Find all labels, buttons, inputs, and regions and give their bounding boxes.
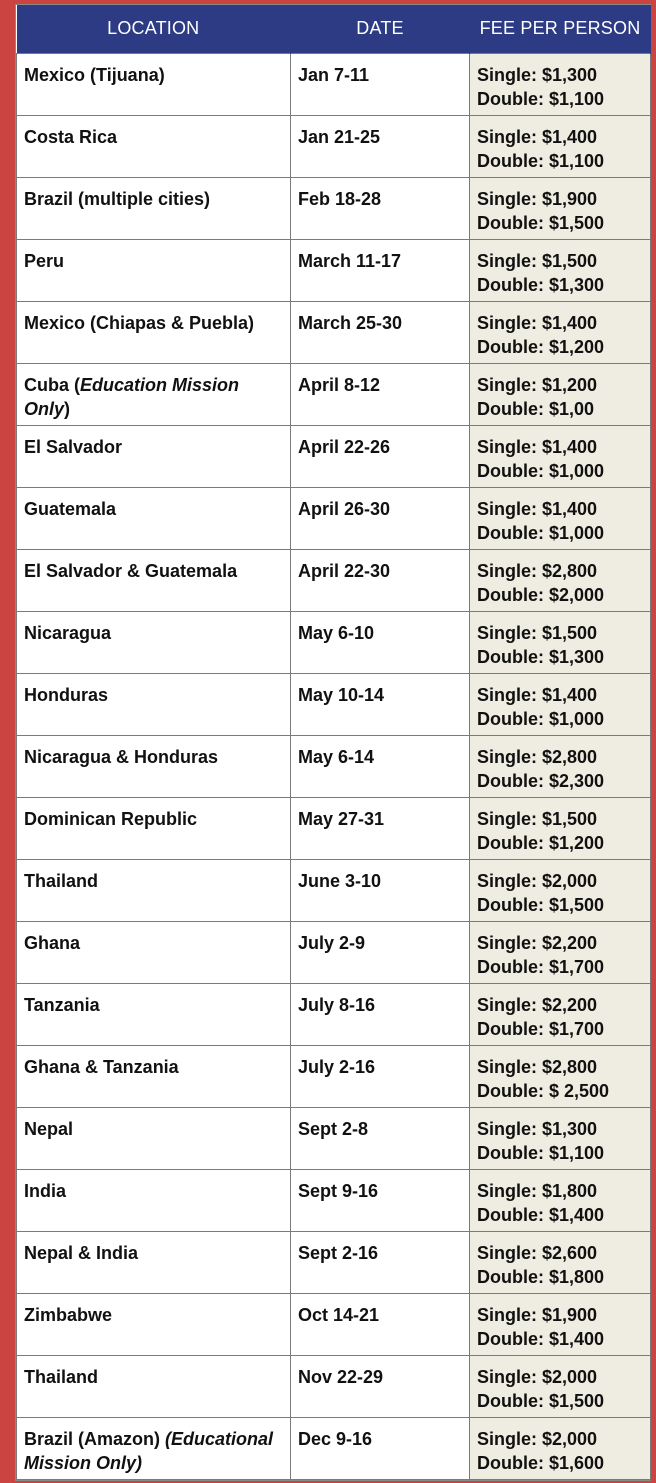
location-name: Mexico (Tijuana) <box>24 64 165 85</box>
fee-cell <box>470 301 651 363</box>
fee-cell <box>470 611 651 673</box>
double-fee: Double: $2,300 <box>477 770 605 791</box>
table-row <box>17 1107 651 1169</box>
location-suffix: ) <box>64 398 71 419</box>
single-fee: Single: $1,900 <box>477 188 598 209</box>
table-row <box>17 983 651 1045</box>
double-fee: Double: $1,700 <box>477 956 605 977</box>
table-row <box>17 487 651 549</box>
table-row <box>17 363 651 425</box>
location-name: Guatemala <box>24 498 117 519</box>
single-fee: Single: $2,000 <box>477 870 598 891</box>
single-fee: Single: $2,800 <box>477 746 598 767</box>
location-name: Brazil (multiple cities) <box>24 188 211 209</box>
date-cell: March 25-30 <box>291 301 470 363</box>
fee-cell <box>470 363 651 425</box>
location-name: Costa Rica <box>24 126 118 147</box>
fee-cell <box>470 1107 651 1169</box>
table-row <box>17 425 651 487</box>
date-cell: Feb 18-28 <box>291 177 470 239</box>
date-cell: May 10-14 <box>291 673 470 735</box>
location-name: Nepal <box>24 1118 74 1139</box>
date-cell: Jan 7-11 <box>291 53 470 115</box>
table-row <box>17 921 651 983</box>
location-cell <box>17 611 291 673</box>
location-name: El Salvador & Guatemala <box>24 560 238 581</box>
location-name: India <box>24 1180 67 1201</box>
date-cell: Sept 2-16 <box>291 1231 470 1293</box>
date-cell: Oct 14-21 <box>291 1293 470 1355</box>
location-cell <box>17 53 291 115</box>
fee-cell <box>470 1355 651 1417</box>
date-cell: July 2-16 <box>291 1045 470 1107</box>
single-fee: Single: $1,300 <box>477 1118 598 1139</box>
double-fee: Double: $1,000 <box>477 460 605 481</box>
single-fee: Single: $1,400 <box>477 684 598 705</box>
location-name: Ghana <box>24 932 81 953</box>
location-cell <box>17 301 291 363</box>
date-cell: April 22-26 <box>291 425 470 487</box>
single-fee: Single: $1,500 <box>477 808 598 829</box>
double-fee: Double: $1,000 <box>477 708 605 729</box>
location-name: El Salvador <box>24 436 123 457</box>
single-fee: Single: $2,000 <box>477 1428 598 1449</box>
date-cell: Sept 9-16 <box>291 1169 470 1231</box>
date-cell: May 27-31 <box>291 797 470 859</box>
single-fee: Single: $1,500 <box>477 250 598 271</box>
location-cell <box>17 1293 291 1355</box>
fee-cell <box>470 425 651 487</box>
date-cell: May 6-10 <box>291 611 470 673</box>
location-cell <box>17 239 291 301</box>
location-cell <box>17 859 291 921</box>
double-fee: Double: $1,400 <box>477 1204 605 1225</box>
date-column-header: DATE <box>291 5 470 53</box>
location-name: Thailand <box>24 1366 99 1387</box>
location-cell <box>17 673 291 735</box>
fee-cell <box>470 1045 651 1107</box>
fee-cell <box>470 1231 651 1293</box>
location-note: (Educational Mission Only) <box>24 1428 274 1473</box>
fee-cell <box>470 549 651 611</box>
date-cell: March 11-17 <box>291 239 470 301</box>
fee-cell <box>470 859 651 921</box>
fee-cell <box>470 53 651 115</box>
single-fee: Single: $1,900 <box>477 1304 598 1325</box>
location-cell <box>17 797 291 859</box>
location-cell <box>17 549 291 611</box>
table-body <box>17 53 651 1479</box>
location-name: Ghana & Tanzania <box>24 1056 179 1077</box>
location-name: Nicaragua <box>24 622 112 643</box>
double-fee: Double: $1,500 <box>477 212 605 233</box>
single-fee: Single: $1,400 <box>477 498 598 519</box>
table-row <box>17 115 651 177</box>
single-fee: Single: $2,800 <box>477 560 598 581</box>
location-name: Tanzania <box>24 994 100 1015</box>
fee-cell <box>470 673 651 735</box>
date-cell: Jan 21-25 <box>291 115 470 177</box>
table-row <box>17 735 651 797</box>
date-cell: May 6-14 <box>291 735 470 797</box>
double-fee: Double: $1,700 <box>477 1018 605 1039</box>
table-row <box>17 549 651 611</box>
fee-cell <box>470 115 651 177</box>
fee-cell <box>470 239 651 301</box>
double-fee: Double: $1,400 <box>477 1328 605 1349</box>
date-cell: Dec 9-16 <box>291 1417 470 1479</box>
single-fee: Single: $1,300 <box>477 64 598 85</box>
single-fee: Single: $2,600 <box>477 1242 598 1263</box>
location-cell <box>17 921 291 983</box>
date-cell: July 2-9 <box>291 921 470 983</box>
double-fee: Double: $1,100 <box>477 88 605 109</box>
single-fee: Single: $1,200 <box>477 374 598 395</box>
fee-cell <box>470 735 651 797</box>
single-fee: Single: $1,400 <box>477 126 598 147</box>
single-fee: Single: $1,500 <box>477 622 598 643</box>
location-cell <box>17 1231 291 1293</box>
double-fee: Double: $1,000 <box>477 522 605 543</box>
location-name: Cuba ( <box>24 374 80 395</box>
location-name: Peru <box>24 250 65 271</box>
fee-cell <box>470 1169 651 1231</box>
fee-cell <box>470 983 651 1045</box>
location-name: Zimbabwe <box>24 1304 113 1325</box>
date-cell: Nov 22-29 <box>291 1355 470 1417</box>
location-cell <box>17 115 291 177</box>
single-fee: Single: $1,400 <box>477 312 598 333</box>
location-note: Education Mission Only <box>24 374 240 419</box>
fee-cell <box>470 797 651 859</box>
table-row <box>17 859 651 921</box>
location-cell <box>17 1169 291 1231</box>
single-fee: Single: $2,800 <box>477 1056 598 1077</box>
trip-schedule-panel <box>15 4 651 1481</box>
table-row <box>17 673 651 735</box>
table-row <box>17 797 651 859</box>
date-cell: Sept 2-8 <box>291 1107 470 1169</box>
location-name: Honduras <box>24 684 109 705</box>
table-row <box>17 1293 651 1355</box>
date-cell: July 8-16 <box>291 983 470 1045</box>
location-cell <box>17 363 291 425</box>
double-fee: Double: $1,500 <box>477 1390 605 1411</box>
double-fee: Double: $ 2,500 <box>477 1080 610 1101</box>
location-cell <box>17 735 291 797</box>
location-name: Nepal & India <box>24 1242 139 1263</box>
double-fee: Double: $1,600 <box>477 1452 605 1473</box>
double-fee: Double: $1,00 <box>477 398 595 419</box>
table-row <box>17 239 651 301</box>
location-name: Brazil (Amazon) <box>24 1428 166 1449</box>
table-row <box>17 1355 651 1417</box>
location-cell <box>17 1107 291 1169</box>
location-name: Dominican Republic <box>24 808 198 829</box>
fee-cell <box>470 1417 651 1479</box>
date-cell: April 8-12 <box>291 363 470 425</box>
table-row <box>17 301 651 363</box>
trip-schedule-table <box>16 5 651 1480</box>
location-cell <box>17 983 291 1045</box>
table-row <box>17 1231 651 1293</box>
table-row <box>17 1169 651 1231</box>
double-fee: Double: $1,200 <box>477 832 605 853</box>
single-fee: Single: $1,800 <box>477 1180 598 1201</box>
table-row <box>17 53 651 115</box>
location-cell <box>17 177 291 239</box>
date-cell: April 22-30 <box>291 549 470 611</box>
double-fee: Double: $1,500 <box>477 894 605 915</box>
location-column-header: LOCATION <box>17 5 291 53</box>
double-fee: Double: $1,800 <box>477 1266 605 1287</box>
single-fee: Single: $1,400 <box>477 436 598 457</box>
double-fee: Double: $2,000 <box>477 584 605 605</box>
date-cell: April 26-30 <box>291 487 470 549</box>
double-fee: Double: $1,200 <box>477 336 605 357</box>
table-row <box>17 1417 651 1479</box>
table-row <box>17 1045 651 1107</box>
double-fee: Double: $1,300 <box>477 274 605 295</box>
fee-cell <box>470 177 651 239</box>
fee-column-header: FEE PER PERSON <box>470 5 651 53</box>
double-fee: Double: $1,100 <box>477 1142 605 1163</box>
single-fee: Single: $2,000 <box>477 1366 598 1387</box>
single-fee: Single: $2,200 <box>477 932 598 953</box>
single-fee: Single: $2,200 <box>477 994 598 1015</box>
fee-cell <box>470 487 651 549</box>
double-fee: Double: $1,100 <box>477 150 605 171</box>
date-cell: June 3-10 <box>291 859 470 921</box>
location-cell <box>17 1417 291 1479</box>
double-fee: Double: $1,300 <box>477 646 605 667</box>
location-cell <box>17 1045 291 1107</box>
location-cell <box>17 425 291 487</box>
fee-cell <box>470 1293 651 1355</box>
location-cell <box>17 1355 291 1417</box>
location-cell <box>17 487 291 549</box>
table-row <box>17 177 651 239</box>
table-row <box>17 611 651 673</box>
fee-cell <box>470 921 651 983</box>
location-name: Thailand <box>24 870 99 891</box>
location-name: Nicaragua & Honduras <box>24 746 219 767</box>
location-name: Mexico (Chiapas & Puebla) <box>24 312 255 333</box>
table-header-row <box>17 5 651 53</box>
